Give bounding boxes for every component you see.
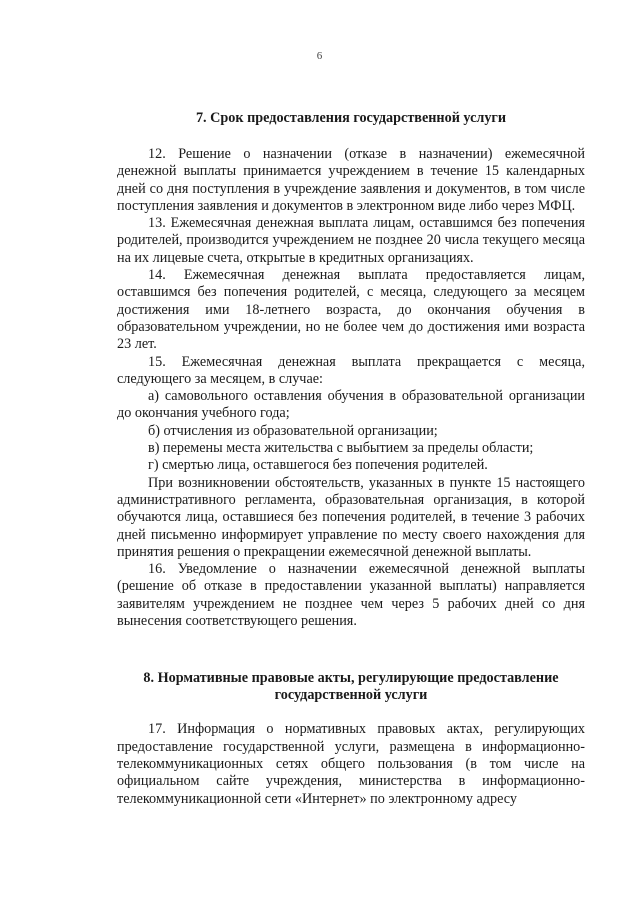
section-7-title: 7. Срок предоставления государственной услуги — [195, 110, 507, 126]
list-item-g: г) смертью лица, оставшегося без попечения родителей. — [148, 457, 488, 474]
section-8-title-line-1: 8. Нормативные правовые акты, регулирующие предоставление — [143, 670, 559, 687]
paragraph-13: 13. Ежемесячная денежная выплата лицам, оставшимся без попечения родителей, производится учреждением не позднее 20 числа текущего месяца на их лицевые счета, открытые в кредитных организациях. — [117, 215, 585, 266]
document-body — [117, 110, 585, 808]
paragraph-circumstances: При возникновении обстоятельств, указанных в пункте 15 настоящего административного регламента, образовательная организация, в которой обучаются лица, оставшиеся без попечения родителей, в течение 3 рабочих дней письменно информирует управление по месту своего нахождения для принятия решения о прекращении ежемесячной денежной выплаты. — [117, 474, 585, 560]
paragraph-16: 16. Уведомление о назначении ежемесячной денежной выплаты (решение об отказе в предоставлении указанной выплаты) направляется заявителям учреждением не позднее чем через 5 рабочих дней со дня вынесения соответствующего решения. — [117, 561, 585, 630]
list-item-a: а) самовольного оставления обучения в образовательной организации до окончания учебного года; — [117, 388, 585, 422]
list-item-v: в) перемены места жительства с выбытием за пределы области; — [148, 440, 534, 457]
paragraph-14: 14. Ежемесячная денежная выплата предоставляется лицам, оставшимся без попечения родителей, с месяца, следующего за месяцем достижения ими 18-летнего возраста, до окончания обучения в образовательном учреждении, но не более чем до достижения ими возраста 23 лет. — [117, 267, 585, 353]
paragraph-12: 12. Решение о назначении (отказе в назначении) ежемесячной денежной выплаты принимается учреждением в течение 15 календарных дней со дня поступления в учреждение заявления и документов, в том числе поступления заявления и документов в электронном виде либо через МФЦ. — [117, 146, 585, 214]
list-item-b: б) отчисления из образовательной организации; — [148, 422, 438, 439]
section-8-title — [117, 670, 585, 704]
paragraph-15: 15. Ежемесячная денежная выплата прекращается с месяца, следующего за месяцем, в случае: — [117, 353, 585, 387]
page-number: 6 — [316, 50, 323, 62]
paragraph-17: 17. Информация о нормативных правовых актах, регулирующих предоставление государственной услуги, размещена в информационно-телекоммуникационных сетях общего пользования (в том числе на официальном сайте учреждения, министерства в информационно-телекоммуникационной сети «Интернет» по электронному адресу — [117, 721, 585, 807]
section-8-title-line-2: государственной услуги — [274, 687, 428, 704]
